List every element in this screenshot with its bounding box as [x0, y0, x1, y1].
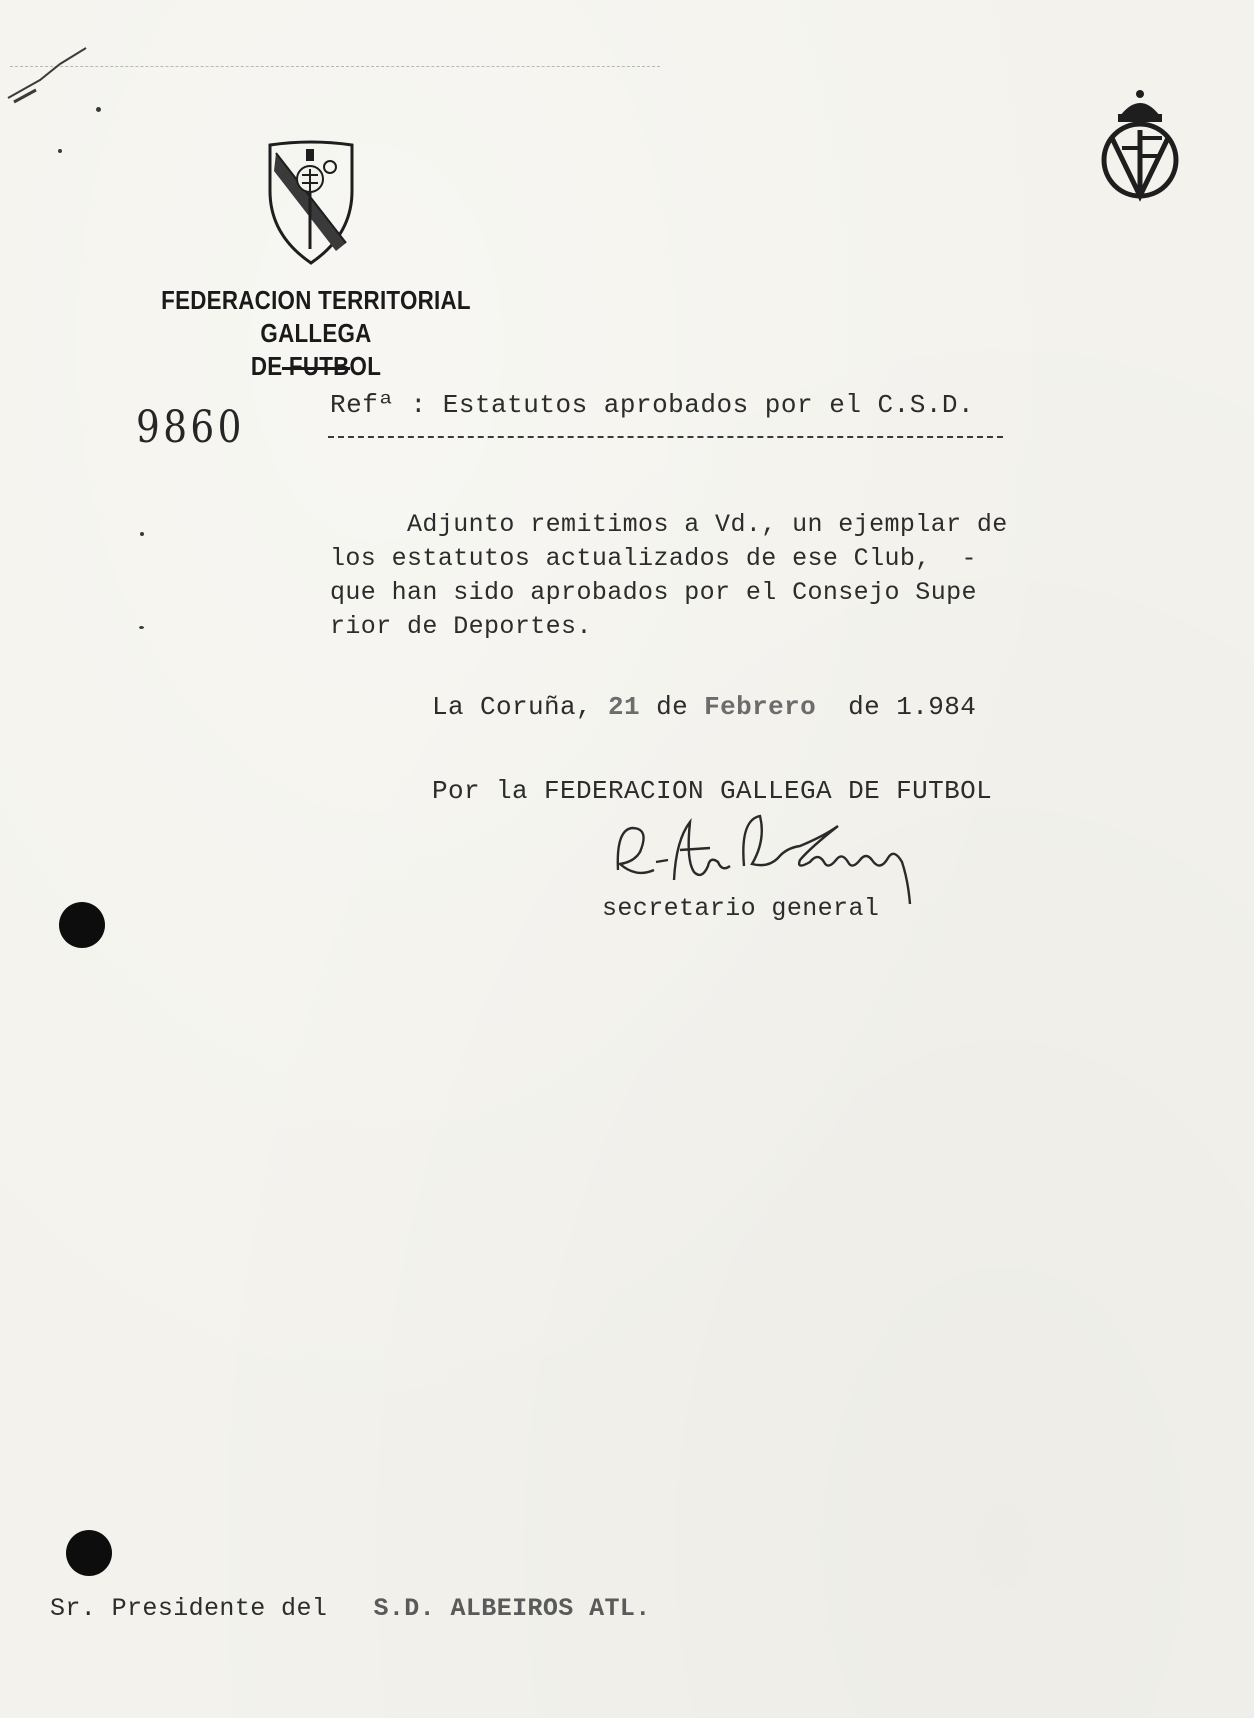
addressee-prefix: Sr. Presidente del [50, 1594, 328, 1623]
reference-subject: Estatutos aprobados por el C.S.D. [442, 390, 975, 420]
addressee-club: S.D. ALBEIROS ATL. [373, 1594, 651, 1623]
body-line: que han sido aprobados por el Consejo Supe [330, 578, 977, 607]
punch-hole [66, 1530, 112, 1576]
signer-role: secretario general [602, 894, 880, 923]
royal-spanish-federation-crest-icon [1098, 86, 1182, 202]
date-word-de: de [656, 692, 689, 722]
reference-underline [328, 436, 1003, 438]
punch-hole [59, 902, 105, 948]
federation-name-line-1: FEDERACION TERRITORIAL GALLEGA [161, 285, 471, 348]
ink-speck [58, 149, 62, 153]
body-line: Adjunto remitimos a Vd., un ejemplar de [330, 510, 1008, 539]
on-behalf-line: Por la FEDERACION GALLEGA DE FUTBOL [432, 776, 993, 806]
registry-number: 9860 [136, 402, 245, 453]
date-year: 1.984 [896, 692, 977, 722]
federation-name-line-2: DE FUTBOL [250, 351, 382, 381]
reference-separator: : [410, 390, 427, 420]
date-word-de: de [848, 692, 881, 722]
body-line: rior de Deportes. [330, 612, 592, 641]
date-place: La Coruña, [432, 692, 593, 722]
ink-speck [140, 532, 144, 536]
scratch-mark [0, 40, 110, 110]
letterhead-rule [282, 367, 350, 370]
date-month: Febrero [704, 692, 817, 722]
reference-label: Refª [330, 390, 395, 420]
letter-body [330, 508, 1008, 644]
galician-federation-shield-icon [266, 139, 356, 267]
body-line: los estatutos actualizados de ese Club, - [330, 544, 977, 573]
date-day: 21 [608, 692, 641, 722]
dateline [432, 692, 976, 722]
addressee-line [50, 1594, 651, 1623]
reference-line [330, 390, 974, 420]
ink-speck [139, 626, 144, 629]
